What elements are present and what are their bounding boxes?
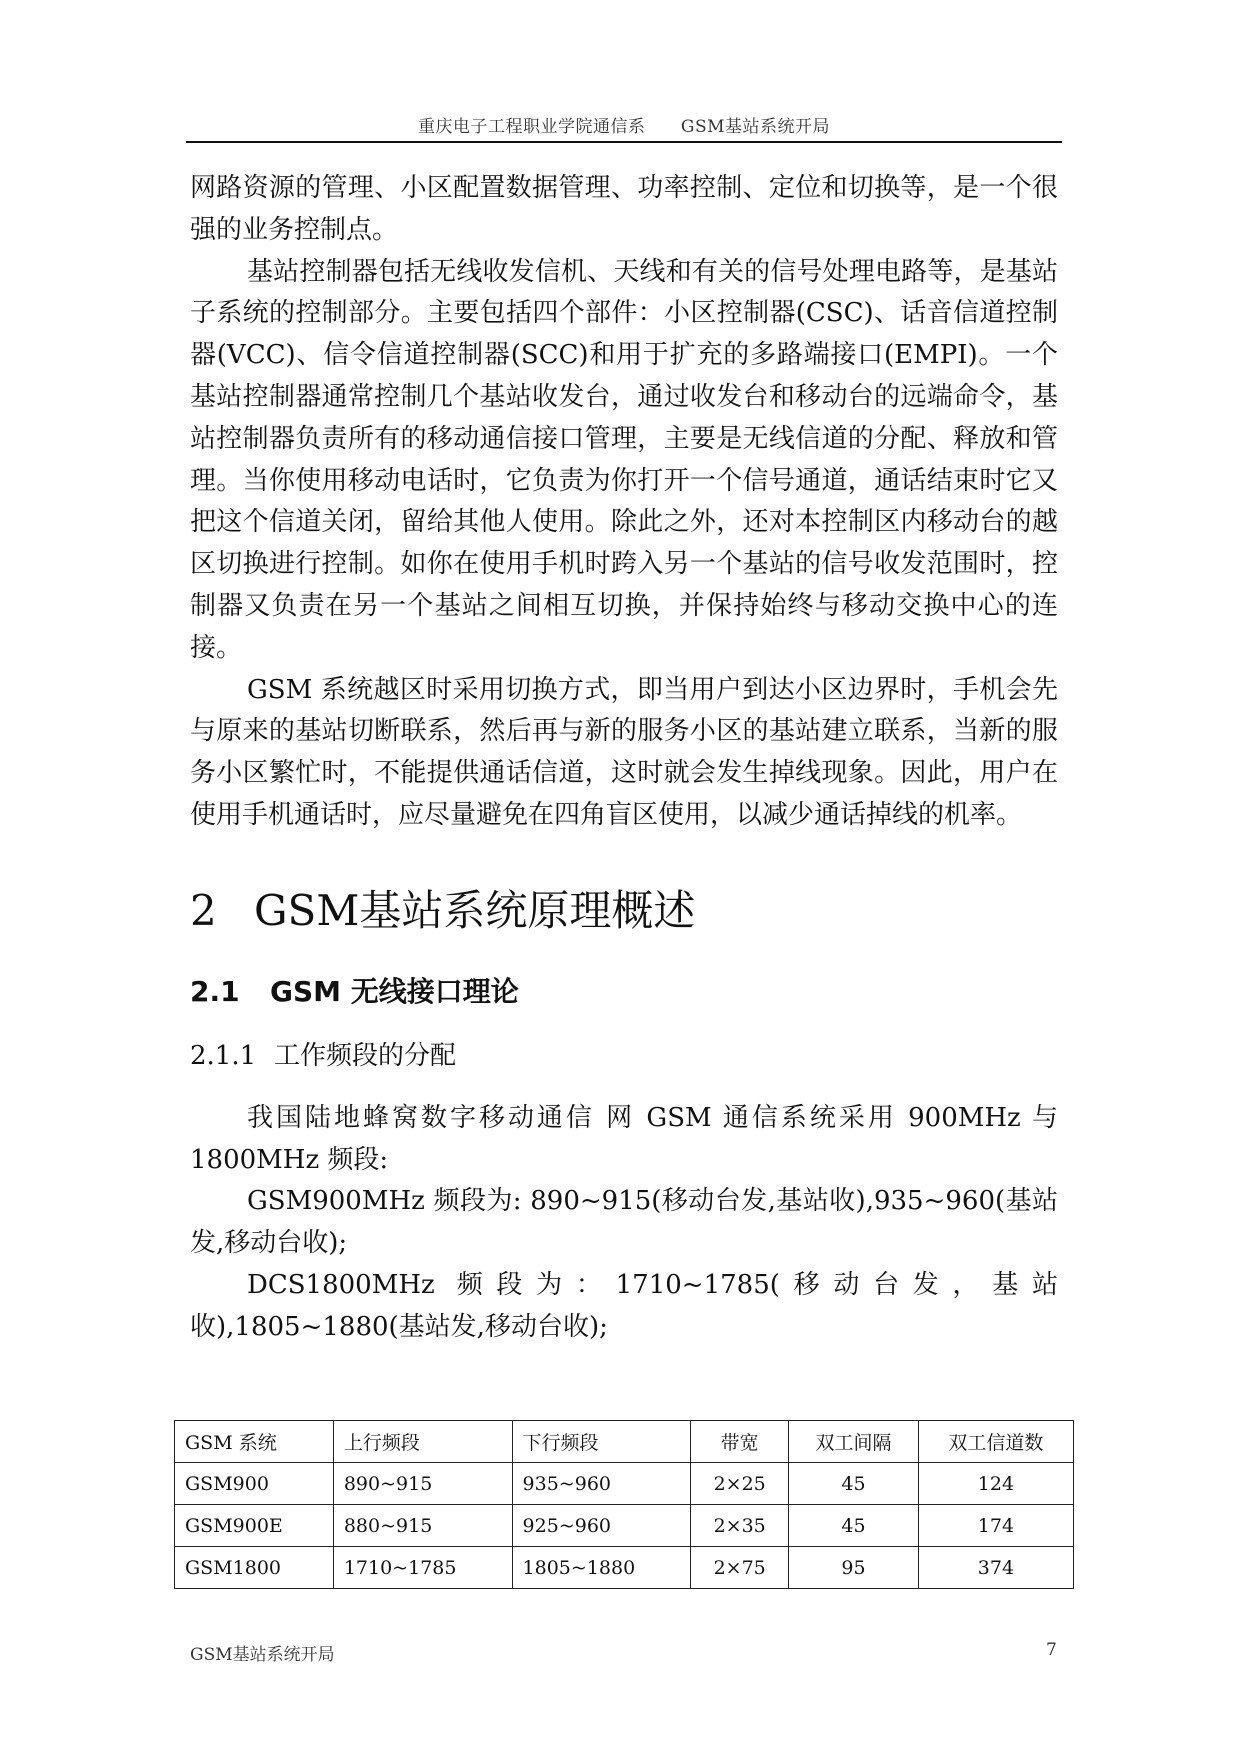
page-content [190, 168, 1058, 1349]
table-cell: 2×75 [691, 1547, 789, 1589]
table-cell: GSM900E [175, 1505, 334, 1547]
freq-paragraph-2: GSM900MHz 频段为: 890~915(移动台发,基站收),935~960(基站发,移动台收); [190, 1186, 1058, 1259]
subsubsection-title: 工作频段的分配 [274, 1040, 457, 1071]
freq-paragraph-3: DCS1800MHz 频段为：1710~1785(移动台发，基站收),1805~1880(基站发,移动台收); [190, 1269, 1058, 1342]
frequency-table [174, 1420, 1074, 1589]
table-header-cell: 双工信道数 [918, 1421, 1073, 1463]
freq-paragraph-1: 我国陆地蜂窝数字移动通信 网 GSM 通信系统采用 900MHz 与 1800MHz 频段: [190, 1102, 1058, 1175]
table-cell: GSM1800 [175, 1547, 334, 1589]
table-cell: 880~915 [333, 1505, 512, 1547]
table-header-row [175, 1421, 1074, 1463]
table-cell: 95 [789, 1547, 919, 1589]
paragraph-3: GSM 系统越区时采用切换方式，即当用户到达小区边界时，手机会先与原来的基站切断联系，然后再与新的服务小区的基站建立联系，当新的服务小区繁忙时，不能提供通话信道，这时就会发生掉线现象。因此，用户在使用手机通话时，应尽量避免在四角盲区使用，以减少通话掉线的机率。 [190, 674, 1058, 830]
table-cell: 925~960 [512, 1505, 691, 1547]
table-cell: 890~915 [333, 1463, 512, 1505]
table-header-cell: GSM 系统 [175, 1421, 334, 1463]
table-cell: 2×35 [691, 1505, 789, 1547]
subsection-title: GSM 无线接口理论 [270, 974, 519, 1008]
table-cell: 374 [918, 1547, 1073, 1589]
table-header-cell: 双工间隔 [789, 1421, 919, 1463]
header-school: 重庆电子工程职业学院通信系 [417, 117, 646, 137]
section-title: GSM基站系统原理概述 [254, 885, 696, 935]
table-cell: 1710~1785 [333, 1547, 512, 1589]
table-cell: 124 [918, 1463, 1073, 1505]
subsubsection-number: 2.1.1 [190, 1040, 257, 1071]
table-cell: 45 [789, 1505, 919, 1547]
subsection-heading [190, 970, 1058, 1014]
table-cell: GSM900 [175, 1463, 334, 1505]
table-cell: 174 [918, 1505, 1073, 1547]
section-number: 2 [190, 885, 217, 935]
table-header-cell: 下行频段 [512, 1421, 691, 1463]
table-cell: 45 [789, 1463, 919, 1505]
section-heading [190, 883, 1058, 939]
table-cell: 935~960 [512, 1463, 691, 1505]
table-row [175, 1547, 1074, 1589]
table-row [175, 1463, 1074, 1505]
table-header-cell: 带宽 [691, 1421, 789, 1463]
table-cell: 2×25 [691, 1463, 789, 1505]
page-header [186, 112, 1062, 137]
table-row [175, 1505, 1074, 1547]
subsection-number: 2.1 [190, 974, 240, 1008]
footer-title: GSM基站系统开局 [190, 1645, 335, 1665]
header-rule [186, 141, 1062, 143]
header-doc-title: GSM基站系统开局 [680, 117, 831, 137]
paragraph-2: 基站控制器包括无线收发信机、天线和有关的信号处理电路等，是基站子系统的控制部分。主要包括四个部件：小区控制器(CSC)、话音信道控制器(VCC)、信令信道控制器(SCC)和用于扩充的多路端接口(EMPI)。一个基站控制器通常控制几个基站收发台，通过收发台和移动台的远端命令，基站控制器负责所有的移动通信接口管理，主要是无线信道的分配、释放和管理。当你使用移动电话时，它负责为你打开一个信号通道，通话结束时它又把这个信道关闭，留给其他人使用。除此之外，还对本控制区内移动台的越区切换进行控制。如你在使用手机时跨入另一个基站的信号收发范围时，控制器又负责在另一个基站之间相互切换，并保持始终与移动交换中心的连接。 [190, 256, 1058, 663]
subsubsection-heading [190, 1034, 1058, 1078]
table-header-cell: 上行频段 [333, 1421, 512, 1463]
page-number: 7 [1046, 1640, 1057, 1660]
paragraph-1: 网路资源的管理、小区配置数据管理、功率控制、定位和切换等，是一个很强的业务控制点。 [190, 173, 1058, 245]
table-cell: 1805~1880 [512, 1547, 691, 1589]
